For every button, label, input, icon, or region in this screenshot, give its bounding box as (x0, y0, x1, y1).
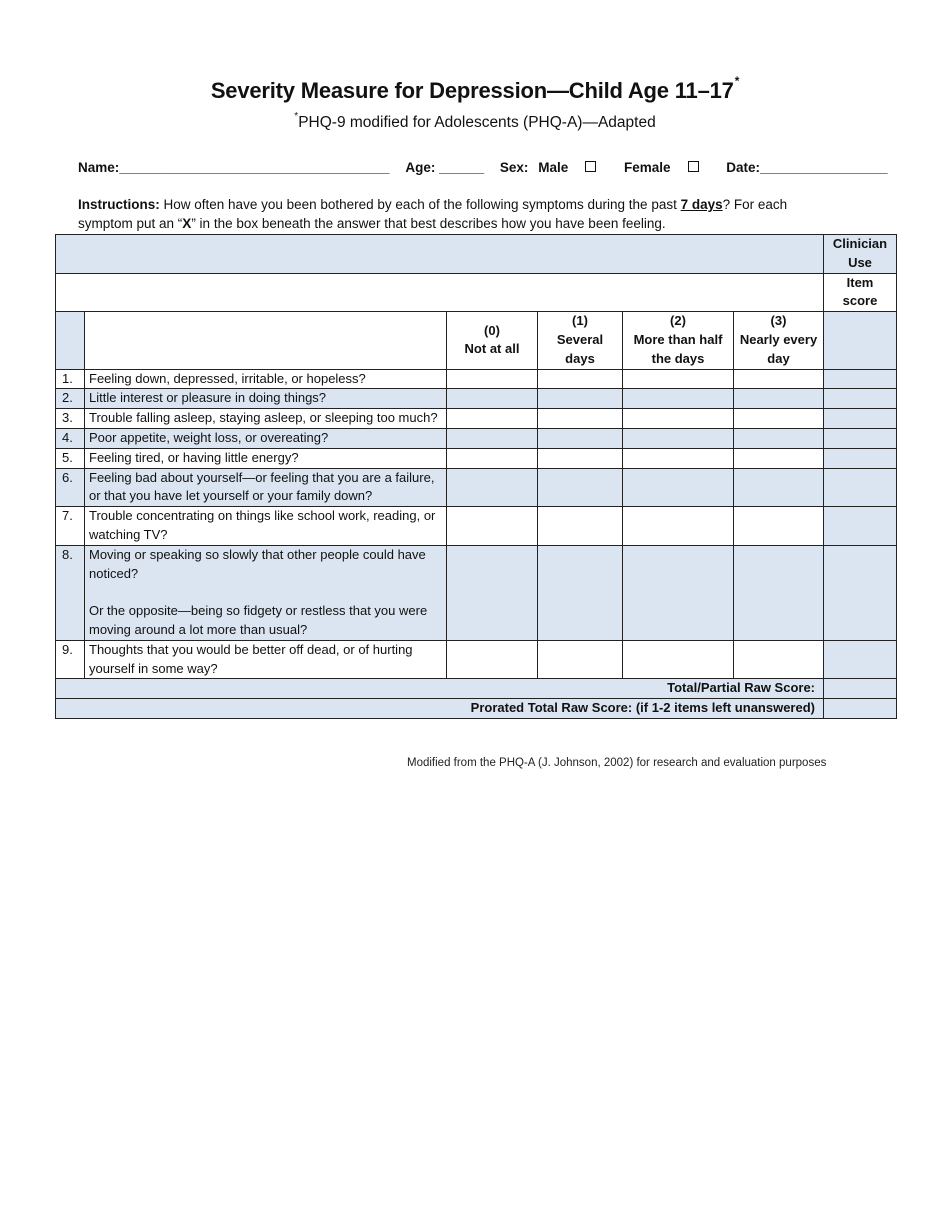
answer-cell[interactable] (538, 468, 623, 507)
answer-cell[interactable] (538, 545, 623, 640)
footer-note: Modified from the PHQ-A (J. Johnson, 2002) for research and evaluation purposes (407, 757, 827, 769)
item-text: Trouble concentrating on things like school work, reading, or watching TV? (85, 507, 447, 546)
table-row (56, 428, 897, 448)
item-number: 8. (56, 545, 85, 640)
item-number: 2. (56, 389, 85, 409)
item-text: Little interest or pleasure in doing things? (85, 389, 447, 409)
patient-info-row (78, 160, 900, 175)
item-score-cell[interactable] (824, 545, 897, 640)
answer-cell[interactable] (623, 448, 734, 468)
answer-cell[interactable] (623, 409, 734, 429)
item-number: 4. (56, 428, 85, 448)
total-score-row (56, 679, 897, 699)
item-score-cell[interactable] (824, 409, 897, 429)
answer-cell[interactable] (734, 428, 824, 448)
column-header: (3) Nearly every day (734, 312, 824, 369)
answer-cell[interactable] (447, 409, 538, 429)
table-row (56, 640, 897, 679)
instructions: Instructions: How often have you been bothered by each of the following symptoms during the past 7 days? For each symptom put an “X” in the box beneath the answer that best describes how you have been feeling. (78, 197, 788, 231)
answer-cell[interactable] (623, 389, 734, 409)
table-row (56, 369, 897, 389)
answer-cell[interactable] (734, 369, 824, 389)
item-number: 1. (56, 369, 85, 389)
table-row (56, 468, 897, 507)
item-text: Feeling bad about yourself—or feeling that you are a failure, or that you have let yourself or your family down? (85, 468, 447, 507)
answer-cell[interactable] (538, 409, 623, 429)
item-text: Moving or speaking so slowly that other people could have noticed? Or the opposite—being so fidgety or restless that you were moving around a lot more than usual? (85, 545, 447, 640)
male-option[interactable]: Male (538, 160, 608, 175)
item-number: 9. (56, 640, 85, 679)
answer-cell[interactable] (538, 640, 623, 679)
item-score-cell[interactable] (824, 640, 897, 679)
item-score-cell[interactable] (824, 468, 897, 507)
item-score-cell[interactable] (824, 428, 897, 448)
answer-cell[interactable] (623, 369, 734, 389)
item-text: Feeling tired, or having little energy? (85, 448, 447, 468)
prorated-score-cell[interactable] (824, 699, 897, 719)
table-row (56, 389, 897, 409)
item-number: 3. (56, 409, 85, 429)
answer-cell[interactable] (447, 389, 538, 409)
answer-cell[interactable] (538, 369, 623, 389)
table-row (56, 409, 897, 429)
answer-cell[interactable] (447, 448, 538, 468)
symptom-table (55, 234, 897, 719)
answer-cell[interactable] (734, 468, 824, 507)
date-field[interactable]: Date:_________________ (726, 160, 888, 175)
answer-cell[interactable] (447, 545, 538, 640)
answer-cell[interactable] (734, 640, 824, 679)
table-row (56, 545, 897, 640)
answer-cell[interactable] (734, 545, 824, 640)
answer-cell[interactable] (623, 640, 734, 679)
name-field[interactable]: Name:____________________________________ (78, 160, 390, 175)
answer-cell[interactable] (447, 507, 538, 546)
answer-cell[interactable] (734, 507, 824, 546)
answer-cell[interactable] (623, 545, 734, 640)
answer-cell[interactable] (623, 507, 734, 546)
page-title: Severity Measure for Depression—Child Age 11–17* (210, 74, 740, 103)
female-option[interactable]: Female (624, 160, 711, 175)
column-header: (0) Not at all (447, 312, 538, 369)
answer-cell[interactable] (538, 448, 623, 468)
sex-label: Sex: (499, 160, 529, 175)
answer-cell[interactable] (447, 640, 538, 679)
male-checkbox[interactable] (585, 161, 596, 172)
item-text: Thoughts that you would be better off dead, or of hurting yourself in some way? (85, 640, 447, 679)
clinician-use-header: Clinician Use (824, 235, 897, 274)
answer-cell[interactable] (623, 468, 734, 507)
female-checkbox[interactable] (688, 161, 699, 172)
clinician-header-row (56, 235, 897, 274)
answer-cell[interactable] (734, 409, 824, 429)
column-header: (1) Several days (538, 312, 623, 369)
answer-cell[interactable] (447, 428, 538, 448)
answer-cell[interactable] (623, 428, 734, 448)
item-text: Feeling down, depressed, irritable, or hopeless? (85, 369, 447, 389)
answer-cell[interactable] (447, 468, 538, 507)
item-text: Poor appetite, weight loss, or overeating? (85, 428, 447, 448)
total-score-label: Total/Partial Raw Score: (56, 679, 824, 699)
column-header: (2) More than half the days (623, 312, 734, 369)
item-score-header: Item score (824, 273, 897, 312)
page-subtitle: *PHQ-9 modified for Adolescents (PHQ-A)—Adapted (294, 111, 656, 131)
item-score-header-row (56, 273, 897, 312)
item-text: Trouble falling asleep, staying asleep, or sleeping too much? (85, 409, 447, 429)
table-row (56, 448, 897, 468)
item-number: 6. (56, 468, 85, 507)
age-field[interactable]: Age: ______ (405, 160, 485, 175)
answer-cell[interactable] (734, 389, 824, 409)
column-header-row (56, 312, 897, 369)
item-number: 7. (56, 507, 85, 546)
answer-cell[interactable] (538, 389, 623, 409)
prorated-score-row (56, 699, 897, 719)
answer-cell[interactable] (538, 507, 623, 546)
prorated-score-label: Prorated Total Raw Score: (if 1-2 items left unanswered) (56, 699, 824, 719)
answer-cell[interactable] (538, 428, 623, 448)
item-score-cell[interactable] (824, 389, 897, 409)
answer-cell[interactable] (734, 448, 824, 468)
item-score-cell[interactable] (824, 369, 897, 389)
item-number: 5. (56, 448, 85, 468)
table-row (56, 507, 897, 546)
total-score-cell[interactable] (824, 679, 897, 699)
item-score-cell[interactable] (824, 507, 897, 546)
item-score-cell[interactable] (824, 448, 897, 468)
answer-cell[interactable] (447, 369, 538, 389)
